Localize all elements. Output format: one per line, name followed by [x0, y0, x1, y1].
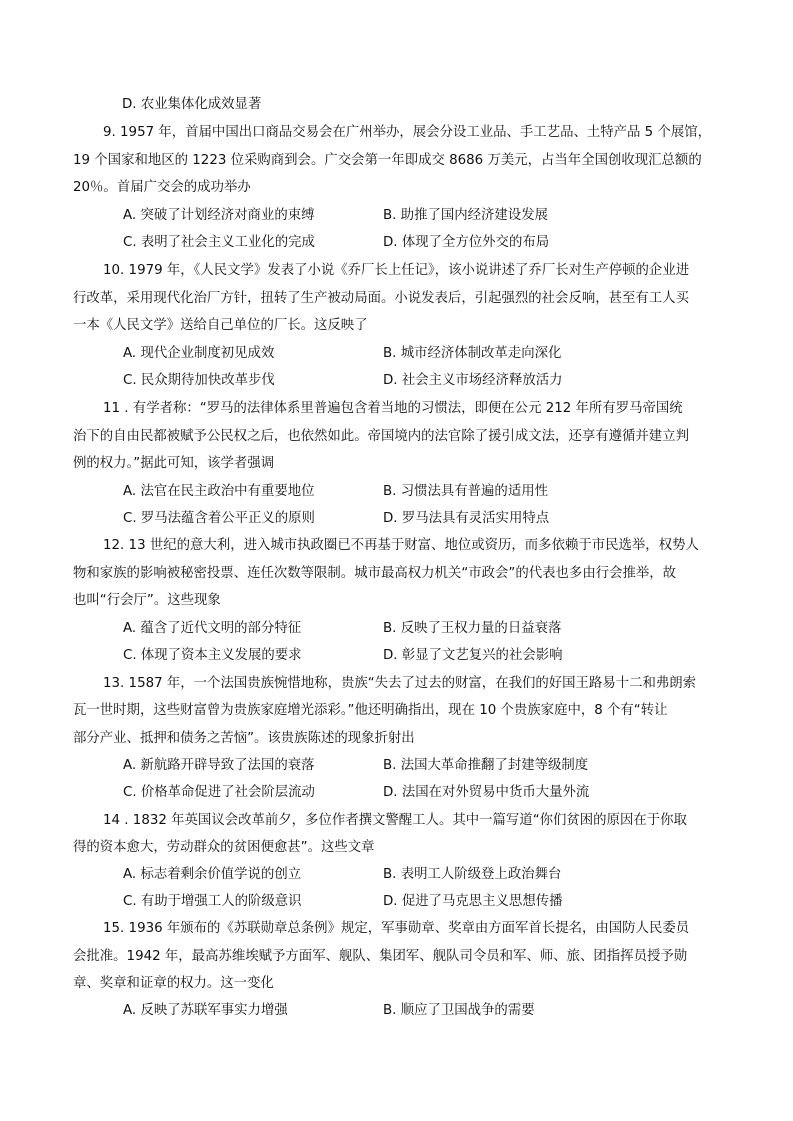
option-c: C. 民众期待加快改革步伐 — [123, 373, 275, 388]
option-c: C. 价格革命促进了社会阶层流动 — [123, 785, 315, 800]
option-a: A. 新航路开辟导致了法国的衰落 — [123, 758, 315, 773]
option-c: C. 有助于增强工人的阶级意识 — [123, 894, 302, 909]
question-stem-line: 例的权力。”据此可知，该学者强调 — [73, 456, 275, 471]
option-d: D. 社会主义市场经济释放活力 — [383, 373, 563, 388]
option-a: A. 突破了计划经济对商业的束缚 — [123, 208, 315, 223]
option-a: A. 法官在民主政治中有重要地位 — [123, 484, 315, 499]
option-c: C. 表明了社会主义工业化的完成 — [123, 235, 315, 250]
question-stem-line: 也叫“行会厅”。这些现象 — [73, 593, 221, 608]
question-stem-line: 物和家族的影响被秘密投票、连任次数等限制。城市最高权力机关“市政会”的代表也多由行会推举，故 — [73, 566, 677, 581]
question-stem-line: 治下的自由民都被赋予公民权之后，也依然如此。帝国境内的法官除了援引成文法，还享有遵循并建立判 — [73, 429, 689, 444]
option-d: D. 体现了全方位外交的布局 — [383, 235, 550, 250]
question-stem-line: 19 个国家和地区的 1223 位采购商到会。广交会第一年即成交 8686 万美元，占当年全国创收现汇总额的 — [73, 153, 702, 168]
question-stem-line: 13. 1587 年，一个法国贵族惋惜地称，贵族“失去了过去的财富，在我们的好国王路易十二和弗朗索 — [103, 676, 697, 691]
question-stem-line: 11 . 有学者称：“罗马的法律体系里普遍包含着当地的习惯法，即便在公元 212 年所有罗马帝国统 — [103, 401, 683, 416]
question-stem-line: 12. 13 世纪的意大利，进入城市执政圈已不再基于财富、地位或资历，而多依赖于市民选举，权势人 — [103, 538, 699, 553]
option-d: D. 促进了马克思主义思想传播 — [383, 894, 563, 909]
question-stem-line: 一本《人民文学》送给自己单位的厂长。这反映了 — [73, 318, 368, 333]
option-b: B. 顺应了卫国战争的需要 — [383, 1003, 535, 1018]
option-a: A. 蕴含了近代文明的部分特征 — [123, 621, 302, 636]
option-a: A. 标志着剩余价值学说的创立 — [123, 867, 302, 882]
question-stem-line: 部分产业、抵押和债务之苦恼”。该贵族陈述的现象折射出 — [73, 731, 415, 746]
question-stem-line: 14 . 1832 年英国议会改革前夕，多位作者撰文警醒工人。其中一篇写道“你们贫困的原因在于你取 — [103, 813, 687, 828]
option-d: D. 彰显了文艺复兴的社会影响 — [383, 648, 563, 663]
question-stem-line: 得的资本愈大，劳动群众的贫困便愈甚”。这些文章 — [73, 840, 375, 855]
option-b: B. 反映了王权力量的日益衰落 — [383, 621, 562, 636]
option-b: B. 城市经济体制改革走向深化 — [383, 346, 562, 361]
option-c: C. 体现了资本主义发展的要求 — [123, 648, 302, 663]
option-d: D. 法国在对外贸易中货币大量外流 — [383, 785, 590, 800]
option-c: C. 罗马法蕴含着公平正义的原则 — [123, 511, 315, 526]
option-d: D. 罗马法具有灵活实用特点 — [383, 511, 550, 526]
option-b: B. 助推了国内经济建设发展 — [383, 208, 548, 223]
question-stem-line: 会批准。1942 年，最高苏维埃赋予方面军、舰队、集团军、舰队司令员和军、师、旅、团指挥员授予勋 — [73, 949, 688, 964]
option-b: B. 法国大革命推翻了封建等级制度 — [383, 758, 589, 773]
option-b: B. 习惯法具有普遍的适用性 — [383, 484, 548, 499]
question-stem-line: 20％。首届广交会的成功举办 — [73, 180, 251, 195]
option-b: B. 表明工人阶级登上政治舞台 — [383, 867, 562, 882]
question-stem-line: 瓦一世时期，这些财富曾为贵族家庭增光添彩。”他还明确指出，现在 10 个贵族家庭中，8 个有“转让 — [73, 703, 668, 718]
question-stem-line: 9. 1957 年，首届中国出口商品交易会在广州举办，展会分设工业品、手工艺品、土特产品 5 个展馆， — [103, 125, 712, 140]
q8-option-d: D. 农业集体化成效显著 — [122, 97, 262, 112]
option-a: A. 反映了苏联军事实力增强 — [123, 1003, 288, 1018]
question-stem-line: 章、奖章和证章的权力。这一变化 — [73, 976, 274, 991]
option-a: A. 现代企业制度初见成效 — [123, 346, 275, 361]
question-stem-line: 15. 1936 年颁布的《苏联勋章总条例》规定，军事勋章、奖章由方面军首长提名，由国防人民委员 — [103, 921, 690, 936]
question-stem-line: 行改革，采用现代化治厂方针，扭转了生产被动局面。小说发表后，引起强烈的社会反响，甚至有工人买 — [73, 291, 689, 306]
question-stem-line: 10. 1979 年，《人民文学》发表了小说《乔厂长上任记》，该小说讲述了乔厂长对生产停顿的企业进 — [103, 263, 690, 278]
